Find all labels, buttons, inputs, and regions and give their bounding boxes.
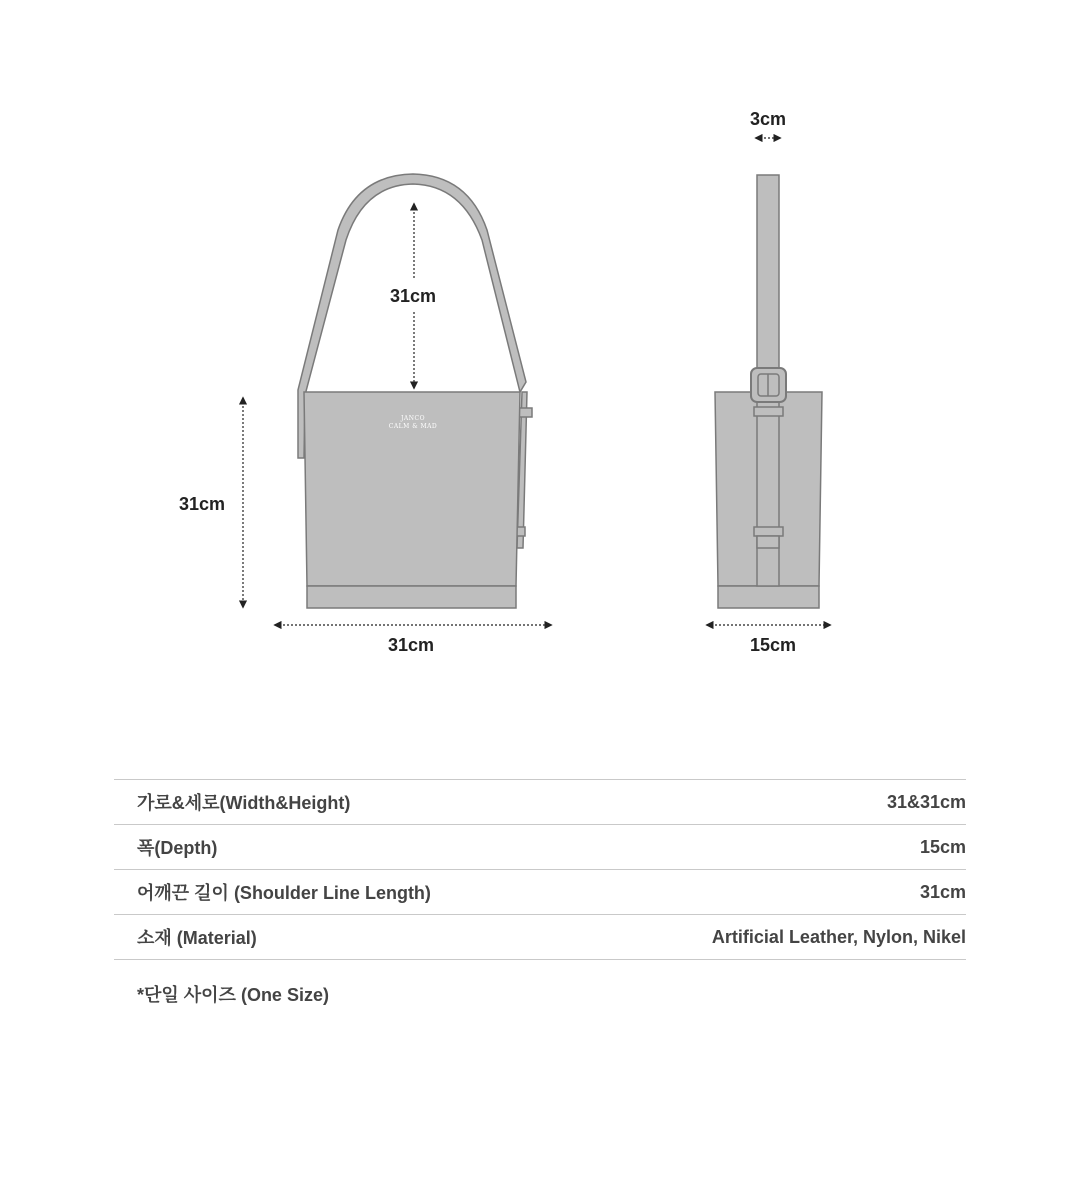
width-label: 31cm: [387, 635, 435, 655]
one-size-note: *단일 사이즈 (One Size): [137, 985, 329, 1005]
side-loop-top: [754, 407, 783, 416]
spec-row-shoulder-length: [114, 869, 966, 914]
front-view-bag: [298, 174, 532, 608]
spec-table: [114, 779, 966, 960]
spec-label: 폭(Depth): [137, 838, 218, 858]
front-bottom-band: [307, 586, 516, 608]
spec-value: 31cm: [919, 881, 966, 902]
spec-row-depth: [114, 824, 966, 869]
strap-drop-label: 31cm: [389, 286, 437, 306]
spec-label: 소재 (Material): [137, 928, 257, 948]
spec-label: 가로&세로(Width&Height): [137, 793, 351, 813]
logo-line2: CALM & MAD: [388, 423, 438, 430]
side-view-bag: [715, 175, 822, 608]
side-strap-holder: [757, 536, 779, 548]
logo-line1: JANCO: [401, 415, 425, 422]
spec-value: 15cm: [919, 836, 966, 857]
strap-width-label: 3cm: [749, 109, 787, 129]
height-label: 31cm: [178, 494, 226, 514]
spec-row-width-height: [114, 779, 966, 824]
spec-value: Artificial Leather, Nylon, Nikel: [711, 926, 966, 947]
spec-label: 어깨끈 길이 (Shoulder Line Length): [137, 883, 431, 903]
side-strap-lower: [757, 402, 779, 586]
front-strap-loop-top: [519, 408, 532, 417]
side-bottom-band: [718, 586, 819, 608]
spec-row-material: [114, 914, 966, 960]
spec-value: 31&31cm: [886, 791, 966, 812]
depth-label: 15cm: [749, 635, 797, 655]
side-loop-bottom: [754, 527, 783, 536]
side-strap-upper: [757, 175, 779, 375]
